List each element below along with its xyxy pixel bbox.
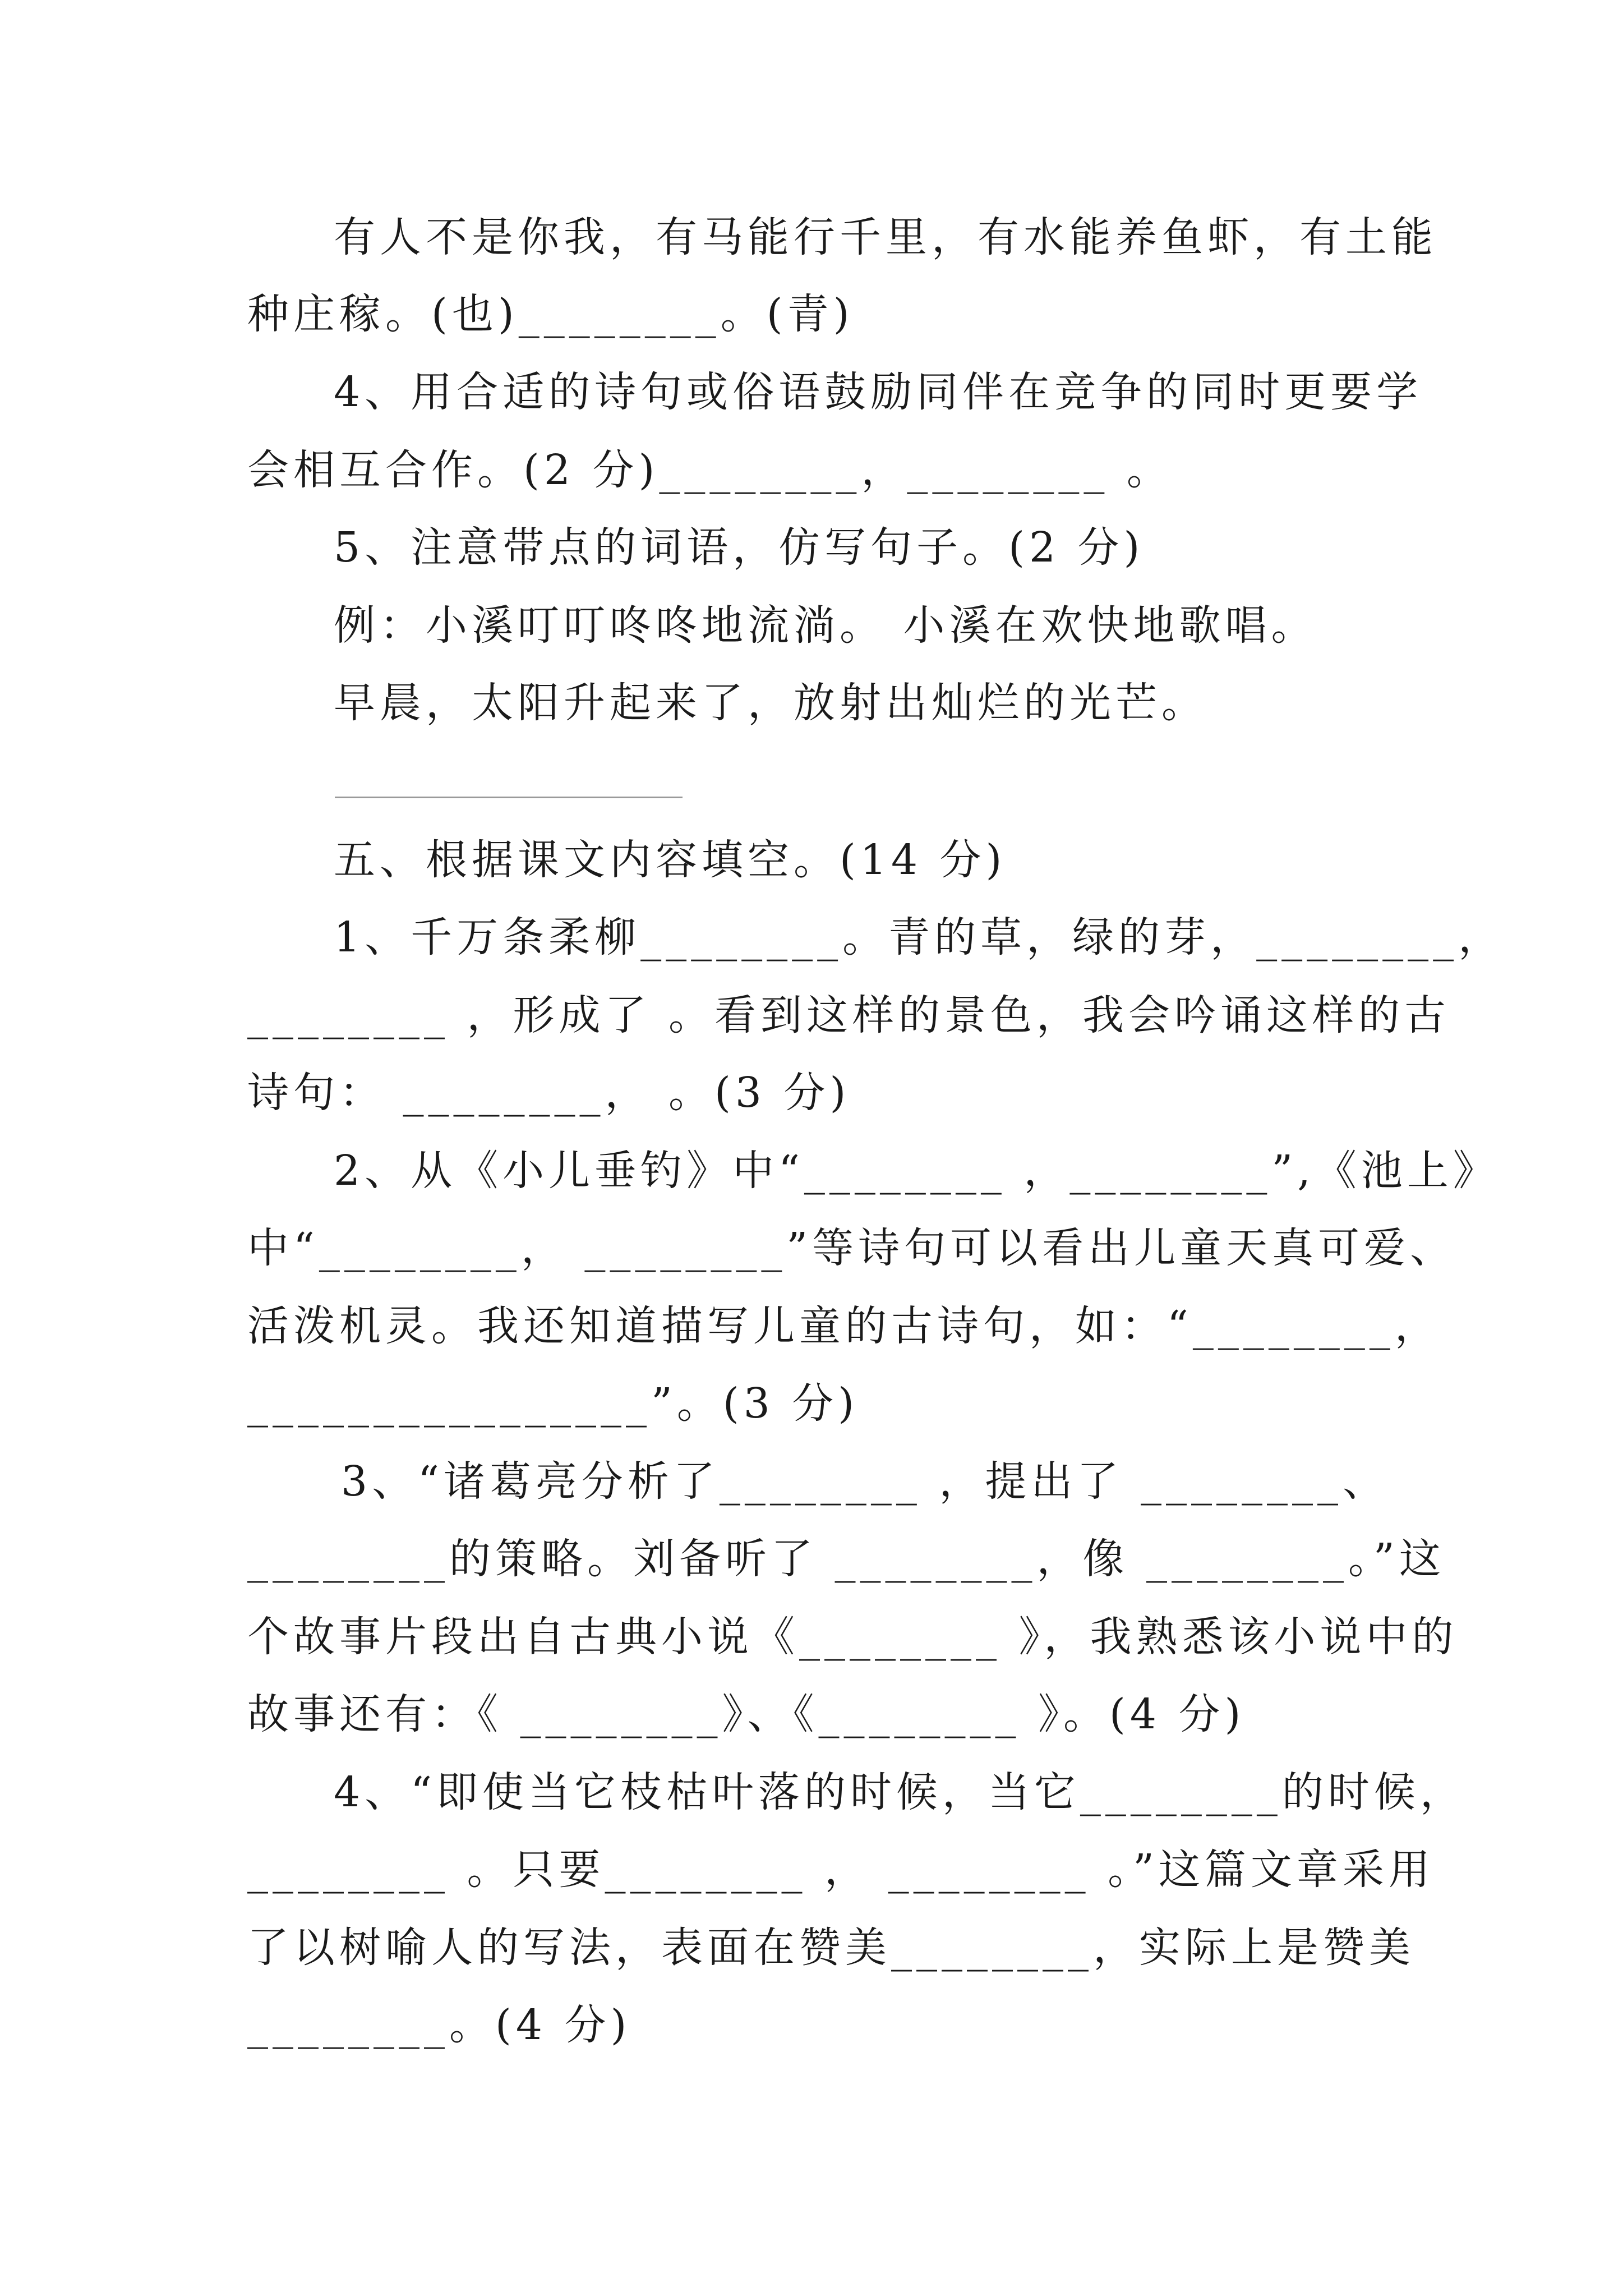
- section-5-q3-line-3: 个故事片段出自古典小说《________ 》，我熟悉该小说中的: [247, 1613, 1458, 1661]
- section-5-q2-line-3: 活泼机灵。我还知道描写儿童的古诗句，如：“________，: [247, 1302, 1441, 1350]
- section-5-heading: 五、根据课文内容填空。(14 分): [334, 836, 1007, 884]
- section-5-q4-line-1: 4、“即使当它枝枯叶落的时候，当它________的时候，: [334, 1768, 1466, 1816]
- question-5-line-1: 5、注意带点的词语，仿写句子。(2 分): [334, 523, 1145, 572]
- section-5-q3-line-1: 3、“诸葛亮分析了________ ，提出了 ________、: [341, 1457, 1389, 1506]
- practice-sentence: 早晨，太阳升起来了，放射出灿烂的光芒。: [334, 679, 1207, 727]
- section-5-q4-line-4: ________。(4 分): [247, 2001, 631, 2049]
- section-5-q2-line-2: 中“________， ________”等诗句可以看出儿童天真可爱、: [247, 1224, 1456, 1272]
- section-5-q2-line-1: 2、从《小儿垂钓》中“________ ，________”,《池上》: [334, 1147, 1499, 1195]
- section-5-q1-line-1: 1、千万条柔柳________。青的草，绿的芽，________，: [334, 913, 1505, 961]
- section-5-q1-line-2: ________ ，形成了 。看到这样的景色，我会吟诵这样的古: [247, 991, 1451, 1039]
- answer-blank-line: [335, 797, 683, 798]
- text-line-2: 种庄稼。(也)________。(青): [247, 290, 854, 338]
- question-4-line-1: 4、用合适的诗句或俗语鼓励同伴在竞争的同时更要学: [334, 368, 1423, 416]
- example-sentence: 例：小溪叮叮咚咚地流淌。 小溪在欢快地歌唱。: [334, 601, 1317, 650]
- section-5-q3-line-4: 故事还有：《 ________》、《________ 》。(4 分): [247, 1690, 1246, 1738]
- section-5-q1-line-3: 诗句： ________， 。(3 分): [247, 1069, 851, 1117]
- text-line-1: 有人不是你我，有马能行千里，有水能养鱼虾，有土能: [334, 213, 1437, 261]
- section-5-q4-line-3: 了以树喻人的写法，表面在赞美________，实际上是赞美: [247, 1924, 1415, 1972]
- question-4-line-2: 会相互合作。(2 分)________，________ 。: [247, 446, 1173, 494]
- section-5-q3-line-2: ________的策略。刘备听了 ________，像 ________。”这: [247, 1535, 1445, 1583]
- section-5-q2-line-4: ________________”。(3 分): [247, 1379, 859, 1428]
- section-5-q4-line-2: ________ 。只要________ ， ________ 。”这篇文章采用: [247, 1846, 1435, 1894]
